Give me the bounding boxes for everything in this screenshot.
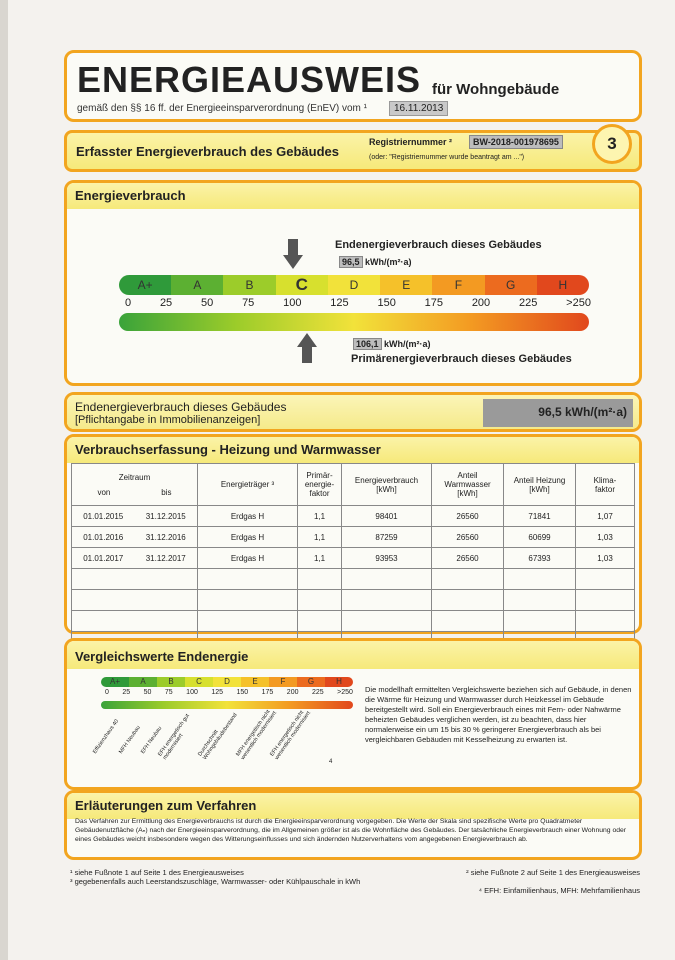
class-A: A (171, 275, 223, 295)
cell-zeitraum (72, 611, 198, 632)
section-title: Erläuterungen zum Verfahren (75, 798, 257, 813)
table-cell: 1,1 (298, 527, 342, 548)
consumption-table (71, 463, 635, 653)
tick-label: >250 (337, 689, 353, 696)
col-traeger: Energieträger ³ (198, 464, 298, 506)
comparison-label: Effizienzhaus 40 (92, 718, 121, 755)
law-date: 16.11.2013 (389, 101, 448, 116)
tick-label: 200 (471, 297, 491, 309)
tick-label: 75 (164, 689, 173, 696)
comparison-text: Die modellhaft ermittelten Vergleichswerte beziehen sich auf Gebäude, in denen die Wärme für Heizung und Warmwasser durch Heizkessel im Gebäude bereitgestellt wird. Soll ein Energieverbrauch eines mit Fern- oder Nahwärme beheizten Gebäudes verglichen werden, ist zu beachten, dass hier normalerweise ein um 15 bis 30 % geringerer Energieverbrauch als bei vergleichbaren Gebäuden mit Kesselheizung zu erwarten ist. (365, 685, 632, 744)
comparison-label: MFH energetisch nicht wesentlich modernisiert (235, 709, 278, 761)
col-heizung: Anteil Heizung [kWh] (504, 464, 576, 506)
tick-label: 25 (122, 689, 131, 696)
comparison-label: MFH Neubau (118, 724, 142, 755)
footnote-4: ⁴ EFH: Einfamilienhaus, MFH: Mehrfamilienhaus (478, 886, 640, 895)
explanation-section (64, 790, 642, 860)
tick-label: 0 (125, 297, 132, 309)
class-C: C (276, 275, 328, 295)
section-title: Vergleichswerte Endenergie (75, 649, 249, 664)
table-cell (342, 611, 432, 632)
summary-value-box (483, 399, 633, 427)
class-E: E (241, 677, 269, 687)
footnotes (70, 868, 640, 895)
table-row (72, 548, 635, 569)
class-Aplus: A+ (119, 275, 171, 295)
erfasst-section (64, 130, 642, 172)
summary-line1: Endenergieverbrauch dieses Gebäudes (75, 400, 287, 414)
table-cell (504, 590, 576, 611)
tick-label: 225 (311, 689, 324, 696)
tick-label: 0 (105, 689, 109, 696)
col-zeitraum (72, 464, 198, 506)
end-energy-label: Endenergieverbrauch dieses Gebäudes (335, 239, 542, 251)
comparison-label: EFH energetisch gut modernisiert (157, 713, 191, 761)
table-cell (432, 569, 504, 590)
table-cell: 1,07 (576, 506, 635, 527)
tick-label: 125 (330, 297, 349, 309)
tick-label: 225 (518, 297, 538, 309)
table-cell: Erdgas H (198, 548, 298, 569)
cell-date: 31.12.2016 (145, 532, 186, 542)
tick-label: 150 (236, 689, 249, 696)
end-energy-summary (64, 392, 642, 432)
end-energy-value (339, 257, 412, 267)
summary-line2: [Pflichtangabe in Immobilienanzeigen] (75, 414, 261, 426)
primary-energy-unit: kWh/(m²·a) (384, 339, 431, 349)
table-cell: 67393 (504, 548, 576, 569)
tick-label: >250 (566, 297, 591, 309)
tick-label: 50 (143, 689, 152, 696)
end-energy-arrow-icon (283, 239, 303, 269)
table-cell: 1,1 (298, 506, 342, 527)
end-energy-unit: kWh/(m²·a) (365, 257, 412, 267)
table-row (72, 590, 635, 611)
comparison-label: Durchschnitt Wohngebäudebestand (197, 712, 239, 761)
class-D: D (328, 275, 380, 295)
table-cell (298, 590, 342, 611)
zeitraum-label: Zeitraum (118, 472, 151, 482)
section-title: Verbrauchserfassung - Heizung und Warmwasser (75, 442, 381, 457)
gradient-bar (119, 313, 589, 331)
class-H: H (325, 677, 353, 687)
cell-zeitraum (72, 506, 198, 527)
table-cell: 26560 (432, 527, 504, 548)
class-G: G (485, 275, 537, 295)
cell-zeitraum (72, 548, 198, 569)
comparison-section (64, 638, 642, 790)
comparison-label: EFH Neubau (140, 725, 164, 755)
tick-label: 50 (201, 297, 214, 309)
consumption-table-section (64, 434, 642, 634)
class-B: B (157, 677, 185, 687)
bis-label: bis (161, 487, 172, 497)
class-C: C (185, 677, 213, 687)
primary-energy-number: 106,1 (353, 338, 382, 350)
table-cell: Erdgas H (198, 527, 298, 548)
class-D: D (213, 677, 241, 687)
table-cell (298, 569, 342, 590)
table-cell: Erdgas H (198, 506, 298, 527)
table-cell (298, 611, 342, 632)
tick-label: 175 (261, 689, 274, 696)
table-cell: 87259 (342, 527, 432, 548)
tick-label: 175 (424, 297, 443, 309)
registration-number: BW-2018-001978695 (469, 135, 563, 149)
section-title: Energieverbrauch (75, 188, 186, 203)
table-cell (576, 569, 635, 590)
efficiency-class-scale (119, 275, 589, 295)
table-cell (198, 611, 298, 632)
table-cell (198, 590, 298, 611)
class-E: E (380, 275, 432, 295)
summary-value: 96,5 (538, 405, 562, 419)
page-number-badge: 3 (592, 124, 632, 164)
cell-date: 01.01.2015 (83, 511, 124, 521)
table-cell: 1,03 (576, 527, 635, 548)
document-subtitle: für Wohngebäude (432, 81, 560, 98)
class-H: H (537, 275, 589, 295)
tick-label: 100 (283, 297, 302, 309)
footnote-2: ² siehe Fußnote 2 auf Seite 1 des Energieausweises (466, 868, 640, 877)
cell-date: 31.12.2015 (145, 511, 186, 521)
tick-label: 100 (186, 689, 198, 696)
summary-unit: kWh/(m²·a) (565, 405, 627, 419)
footnote-3: ³ gegebenenfalls auch Leerstandszuschläge, Warmwasser- oder Kühlpauschale in kWh (70, 877, 361, 886)
table-cell: 98401 (342, 506, 432, 527)
table-cell: 1,03 (576, 548, 635, 569)
scale-ticks (125, 297, 591, 309)
class-F: F (269, 677, 297, 687)
comparison-class-scale (101, 677, 353, 687)
tick-label: 25 (159, 297, 173, 309)
table-row (72, 611, 635, 632)
law-reference: gemäß den §§ 16 ff. der Energieeinsparverordnung (EnEV) vom ¹ (77, 103, 367, 114)
primary-energy-arrow-icon (297, 333, 317, 363)
comparison-ticks (105, 689, 353, 696)
table-cell: 71841 (504, 506, 576, 527)
table-cell: 93953 (342, 548, 432, 569)
tick-label: 200 (286, 689, 299, 696)
von-label: von (97, 487, 111, 497)
class-A: A (129, 677, 157, 687)
table-cell (342, 569, 432, 590)
col-faktor: Primär- energie- faktor (298, 464, 342, 506)
energy-consumption-section (64, 180, 642, 386)
table-cell: 60699 (504, 527, 576, 548)
tick-label: 150 (377, 297, 396, 309)
class-G: G (297, 677, 325, 687)
table-cell (432, 590, 504, 611)
table-cell (198, 569, 298, 590)
col-verbrauch: Energieverbrauch [kWh] (342, 464, 432, 506)
table-cell (342, 590, 432, 611)
primary-energy-label: Primärenergieverbrauch dieses Gebäudes (351, 353, 572, 365)
table-cell: 26560 (432, 548, 504, 569)
cell-zeitraum (72, 569, 198, 590)
cell-date: 01.01.2017 (83, 553, 124, 563)
class-Aplus: A+ (101, 677, 129, 687)
table-cell (576, 611, 635, 632)
document-title: ENERGIEAUSWEIS (77, 59, 422, 100)
col-warmwasser: Anteil Warmwasser [kWh] (432, 464, 504, 506)
table-cell (576, 590, 635, 611)
tick-label: 125 (211, 689, 224, 696)
comparison-label: EFH energetisch nicht wesentlich modernisiert (269, 709, 312, 761)
cell-zeitraum (72, 590, 198, 611)
comparison-footnote: 4 (329, 759, 333, 765)
registration-label: Registriernummer ² (369, 137, 453, 147)
table-row (72, 527, 635, 548)
primary-energy-value (353, 339, 431, 349)
registration-note: (oder: "Registriernummer wurde beantragt am ...") (369, 154, 525, 161)
class-B: B (223, 275, 275, 295)
table-row (72, 569, 635, 590)
tick-label: 75 (242, 297, 255, 309)
erfasst-title: Erfasster Energieverbrauch des Gebäudes (76, 144, 340, 159)
document-header (64, 50, 642, 122)
explanation-text: Das Verfahren zur Ermittlung des Energieverbrauchs ist durch die Energieeinsparverordnung vorgegeben. Die Werte der Skala sind spezifische Werte pro Quadratmeter Gebäudenutzfläche (Aₙ) nach der Energieeinsparverordnung, die im Allgemeinen größer ist als die Wohnfläche des Gebäudes. Der tatsächliche Energieverbrauch einer Wohnung oder eines Gebäudes weicht insbesondere wegen des Witterungseinflusses und sich ändernden Nutzerverhaltens vom angegebenen Energieverbrauch ab. (75, 818, 627, 843)
class-F: F (432, 275, 484, 295)
end-energy-number: 96,5 (339, 256, 363, 268)
table-cell: 1,1 (298, 548, 342, 569)
cell-zeitraum (72, 527, 198, 548)
cell-date: 31.12.2017 (145, 553, 186, 563)
table-cell (432, 611, 504, 632)
footnote-1: ¹ siehe Fußnote 1 auf Seite 1 des Energieausweises (70, 868, 244, 877)
table-cell (504, 611, 576, 632)
table-cell (504, 569, 576, 590)
table-row (72, 506, 635, 527)
cell-date: 01.01.2016 (83, 532, 124, 542)
col-klima: Klima- faktor (576, 464, 635, 506)
table-cell: 26560 (432, 506, 504, 527)
